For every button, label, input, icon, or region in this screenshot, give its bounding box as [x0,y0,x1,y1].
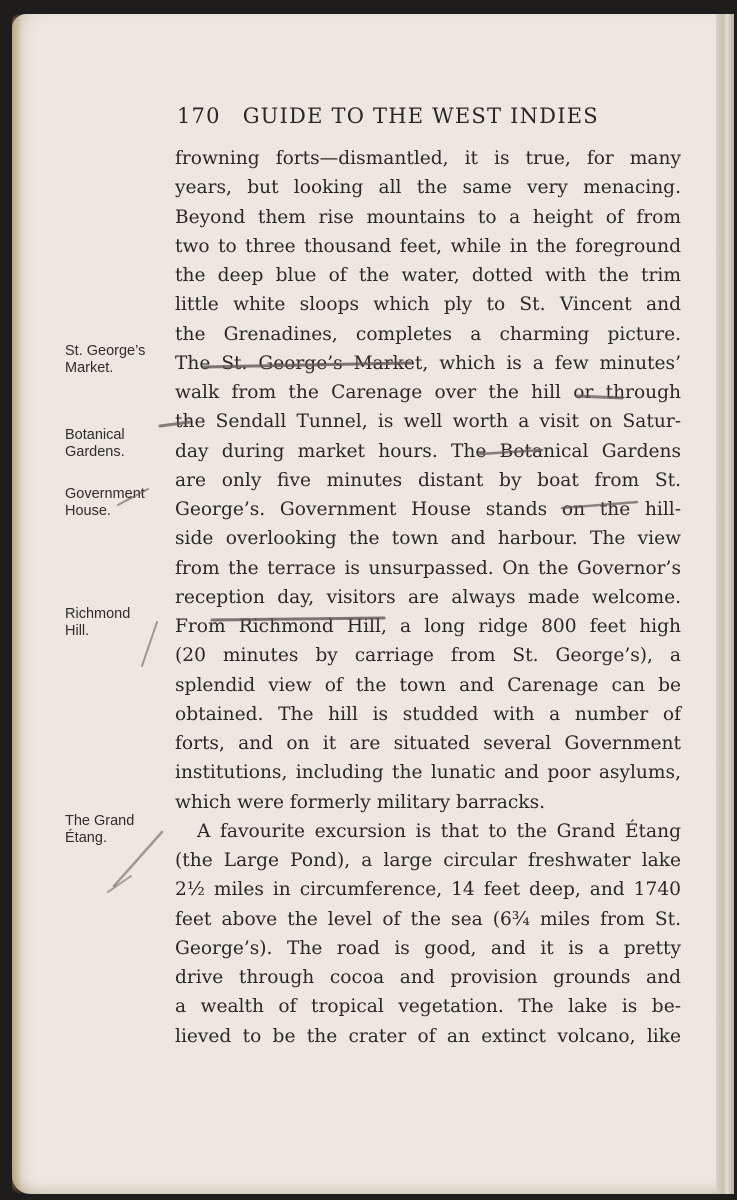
margin-note-line: Gardens. [65,444,125,460]
text-line: From Richmond Hill, a long ridge 800 feet high [175,616,681,637]
margin-note-line: Government [65,486,145,502]
page-number: 170 [177,104,221,128]
margin-note-line: House. [65,503,111,519]
book-page [12,14,734,1194]
text-line: years, but looking all the same very menacing. [175,177,681,199]
text-line: the Grenadines, completes a charming picture. [175,323,681,345]
text-line: a wealth of tropical vegetation. The lake is be- [175,996,681,1018]
margin-note-line: Hill. [65,623,90,639]
text-line: 2½ miles in circumference, 14 feet deep, and 1740 [175,879,681,901]
margin-note-line: The Grand [65,813,135,829]
margin-note-line: St. George’s [65,343,146,359]
body-text [175,144,681,1051]
text-line: are only five minutes distant by boat from St. [175,469,681,491]
text-line: from the terrace is unsurpassed. On the Governor’s [175,557,681,579]
text-line: the Sendall Tunnel, is well worth a visit on Satur- [175,411,681,433]
text-line: institutions, including the lunatic and poor asylums, [175,762,681,784]
margin-note-richmond [65,606,170,640]
text-line: (the Large Pond), a large circular freshwater lake [175,850,681,871]
text-line: George’s. Government House stands on the hill- [175,499,681,520]
margin-note-botanical [65,427,170,461]
text-line: drive through cocoa and provision grounds and [175,967,681,988]
text-line: (20 minutes by carriage from St. George’s), a [175,645,681,667]
running-head-title: GUIDE TO THE WEST INDIES [242,104,599,128]
spine-shadow [12,14,22,1194]
margin-note-line: Botanical [65,427,125,443]
text-line: two to three thousand feet, while in the foreground [175,235,681,257]
text-line: Beyond them rise mountains to a height of from [175,206,681,228]
text-line: little white sloops which ply to St. Vincent and [175,294,681,316]
margin-note-government [65,486,170,520]
margin-note-line: Market. [65,360,114,376]
margin-note-market [65,343,170,377]
text-line: frowning forts—dismantled, it is true, for many [175,148,681,169]
margin-note-line: Étang. [65,830,107,846]
text-line: George’s). The road is good, and it is a pretty [175,937,681,959]
text-line: obtained. The hill is studded with a number of [175,703,681,725]
page-edge [716,14,734,1194]
text-line: the deep blue of the water, dotted with the trim [175,265,681,286]
margin-note-etang [65,813,170,847]
text-line: feet above the level of the sea (6¾ miles from St. [175,908,681,930]
margin-note-line: Richmond [65,606,131,622]
text-line: forts, and on it are situated several Government [175,733,681,754]
text-line-indented [175,817,681,846]
text-line: lieved to be the crater of an extinct volcano, like [175,1025,681,1047]
text-line: which were formerly military barracks. [175,791,546,813]
text-line: The St. George’s Market, which is a few minutes’ [175,352,681,374]
text-line: day during market hours. The Botanical Gardens [175,440,681,462]
text-line-content: A favourite excursion is that to the Grand Étang [197,820,681,842]
margin-tick-etang [108,876,131,892]
text-line: walk from the Carenage over the hill or through [175,382,681,403]
running-header [177,104,677,128]
text-line: splendid view of the town and Carenage can be [175,674,681,696]
text-line: side overlooking the town and harbour. The view [175,528,681,550]
text-line: reception day, visitors are always made welcome. [175,586,681,608]
